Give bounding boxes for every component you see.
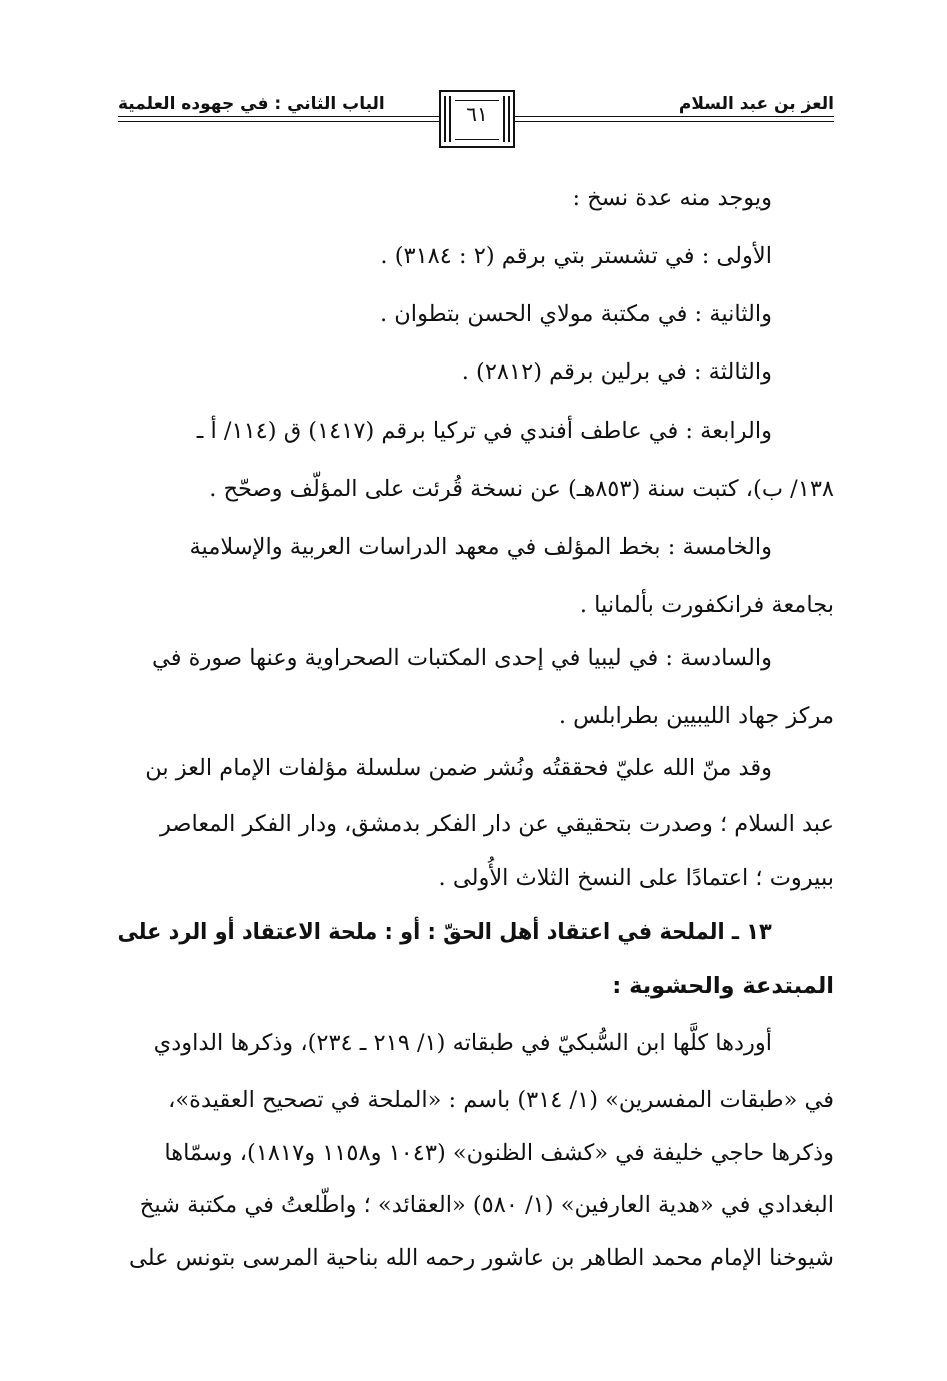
- text-line: ببيروت ؛ اعتمادًا على النسخ الثلاث الأُولى .: [438, 865, 834, 891]
- page-number: ٦١: [466, 102, 488, 126]
- text-line: الأولى : في تشستر بتي برقم (٢ : ٣١٨٤) .: [380, 243, 772, 269]
- text-line: وذكرها حاجي خليفة في «كشف الظنون» (١٠٤٣ و١١٥٨ و١٨١٧)، وسمّاها: [164, 1140, 834, 1166]
- running-header: [118, 88, 834, 158]
- text-line: والرابعة : في عاطف أفندي في تركيا برقم (١٤١٧) ق (١١٤/ أ ـ: [196, 418, 772, 444]
- section-heading: ١٣ ـ الملحة في اعتقاد أهل الحقّ : أو : ملحة الاعتقاد أو الرد على: [117, 919, 772, 945]
- page-number-frame: [439, 90, 515, 148]
- text-line: والخامسة : بخط المؤلف في معهد الدراسات العربية والإسلامية: [189, 534, 772, 560]
- text-line: ١٣٨/ ب)، كتبت سنة (٨٥٣هـ) عن نسخة قُرئت على المؤلّف وصحّح .: [209, 476, 834, 502]
- text-line: عبد السلام ؛ وصدرت بتحقيقي عن دار الفكر بدمشق، ودار الفكر المعاصر: [159, 811, 834, 837]
- text-line: والثانية : في مكتبة مولاي الحسن بتطوان .: [379, 301, 772, 327]
- text-line: بجامعة فرانكفورت بألمانيا .: [579, 592, 834, 618]
- text-line: ويوجد منه عدة نسخ :: [572, 185, 772, 211]
- text-line: وقد منّ الله عليّ فحققتُه ونُشر ضمن سلسلة مؤلفات الإمام العز بن: [145, 755, 772, 781]
- header-rule-right: [513, 116, 834, 117]
- text-line: والثالثة : في برلين برقم (٢٨١٢) .: [461, 359, 772, 385]
- section-heading-continued: المبتدعة والحشوية :: [612, 973, 834, 999]
- header-rule-left: [118, 116, 441, 117]
- header-rule-left-lower: [118, 121, 441, 122]
- text-line: والسادسة : في ليبيا في إحدى المكتبات الصحراوية وعنها صورة في: [152, 645, 772, 671]
- text-line: أوردها كلَّها ابن السُّبكيّ في طبقاته (١/ ٢١٩ ـ ٢٣٤)، وذكرها الداودي: [153, 1030, 772, 1056]
- text-line: في «طبقات المفسرين» (١/ ٣١٤) باسم : «الملحة في تصحيح العقيدة»،: [168, 1087, 834, 1113]
- text-line: شيوخنا الإمام محمد الطاهر بن عاشور رحمه الله بناحية المرسى بتونس على: [128, 1245, 834, 1271]
- text-line: مركز جهاد الليبيين بطرابلس .: [558, 703, 834, 729]
- text-line: البغدادي في «هدية العارفين» (١/ ٥٨٠) «العقائد» ؛ واطّلعتُ في مكتبة شيخ: [139, 1192, 834, 1218]
- header-rule-right-lower: [513, 121, 834, 122]
- chapter-title: الباب الثاني : في جهوده العلمية: [118, 94, 385, 114]
- book-title: العز بن عبد السلام: [678, 94, 834, 114]
